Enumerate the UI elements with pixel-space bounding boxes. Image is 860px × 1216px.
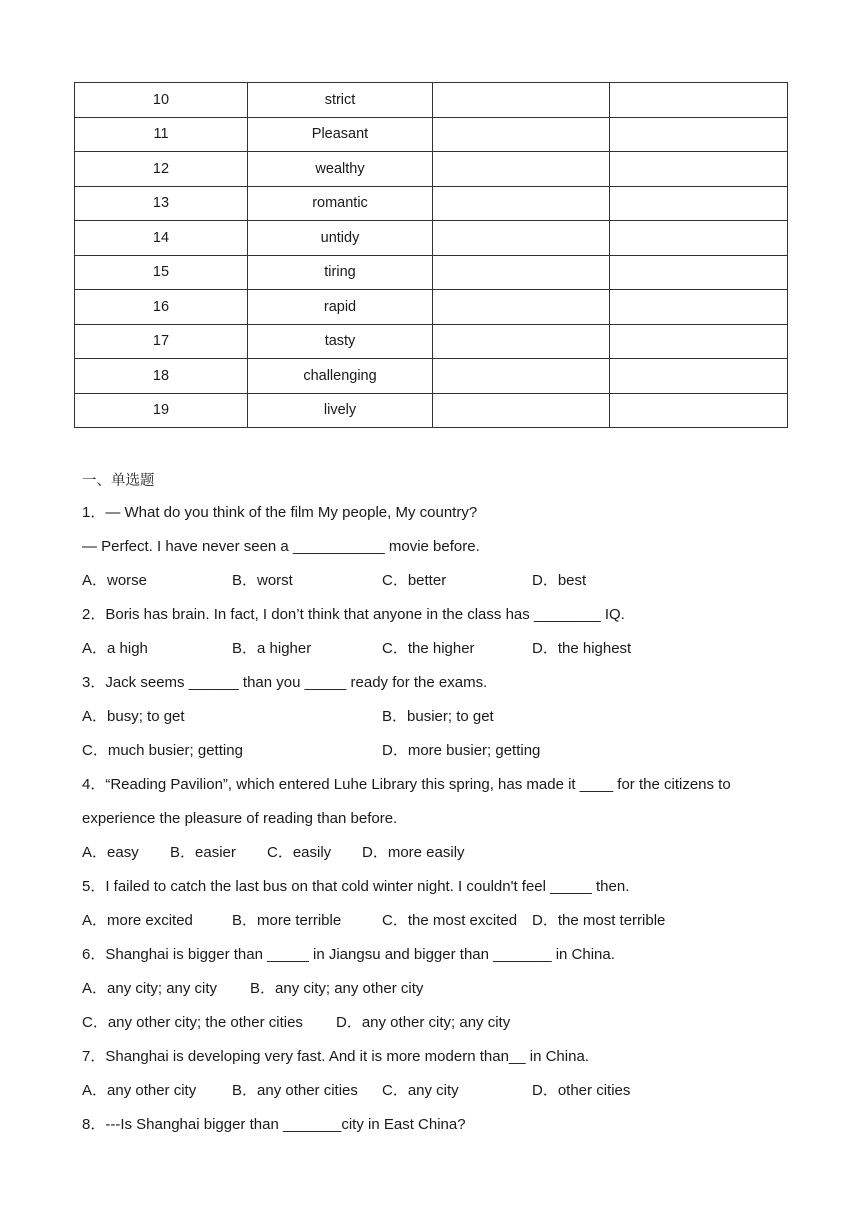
question-text: 5．I failed to catch the last bus on that cold winter night. I couldn't feel _____ then. — [82, 878, 630, 895]
question-block — [82, 771, 802, 873]
question-block — [82, 669, 802, 771]
answer-option[interactable]: C．any city — [382, 1082, 459, 1099]
table-row — [75, 393, 788, 428]
options-row — [82, 703, 802, 737]
blank-cell — [610, 393, 788, 428]
question-list — [82, 499, 802, 1145]
row-number-cell: 18 — [75, 359, 248, 394]
blank-cell — [610, 117, 788, 152]
table-row — [75, 186, 788, 221]
table-row — [75, 290, 788, 325]
answer-option[interactable]: B．easier — [170, 844, 236, 861]
answer-option[interactable]: D．any other city; any city — [336, 1014, 511, 1031]
blank-cell — [433, 290, 610, 325]
row-number-cell: 15 — [75, 255, 248, 290]
word-cell: tasty — [248, 324, 433, 359]
question-block — [82, 1111, 802, 1145]
answer-option[interactable]: C．the higher — [382, 640, 475, 657]
blank-cell — [433, 324, 610, 359]
blank-cell — [610, 186, 788, 221]
table-row — [75, 83, 788, 118]
word-cell: romantic — [248, 186, 433, 221]
question-block — [82, 873, 802, 941]
row-number-cell: 13 — [75, 186, 248, 221]
row-number-cell: 14 — [75, 221, 248, 256]
answer-option[interactable]: A．any other city — [82, 1082, 197, 1099]
blank-cell — [433, 83, 610, 118]
blank-cell — [610, 324, 788, 359]
question-block — [82, 499, 802, 601]
options-row — [82, 635, 802, 669]
answer-option[interactable]: D．the highest — [532, 640, 632, 657]
vocabulary-table — [74, 82, 788, 428]
answer-option[interactable]: A．more excited — [82, 912, 193, 929]
blank-cell — [433, 152, 610, 187]
row-number-cell: 19 — [75, 393, 248, 428]
row-number-cell: 11 — [75, 117, 248, 152]
table-row — [75, 359, 788, 394]
table-row — [75, 221, 788, 256]
answer-option[interactable]: C．the most excited — [382, 912, 518, 929]
table-row — [75, 117, 788, 152]
blank-cell — [610, 152, 788, 187]
options-row — [82, 567, 802, 601]
question-text: 4．“Reading Pavilion”, which entered Luhe Library this spring, has made it ____ for the citizens to — [82, 776, 731, 793]
blank-cell — [610, 290, 788, 325]
question-text: 3．Jack seems ______ than you _____ ready for the exams. — [82, 674, 488, 691]
options-row — [82, 1009, 802, 1043]
options-row — [82, 907, 802, 941]
answer-option[interactable]: C．better — [382, 572, 447, 589]
row-number-cell: 12 — [75, 152, 248, 187]
answer-option[interactable]: B．any other cities — [232, 1082, 358, 1099]
options-row — [82, 737, 802, 771]
answer-option[interactable]: A．worse — [82, 572, 148, 589]
word-cell: strict — [248, 83, 433, 118]
row-number-cell: 17 — [75, 324, 248, 359]
question-text: — Perfect. I have never seen a ___________ movie before. — [82, 538, 480, 555]
question-block — [82, 601, 802, 669]
blank-cell — [433, 255, 610, 290]
blank-cell — [433, 221, 610, 256]
answer-option[interactable]: A．busy; to get — [82, 708, 185, 725]
answer-option[interactable]: B．a higher — [232, 640, 312, 657]
question-text: 2．Boris has brain. In fact, I don’t think that anyone in the class has ________ IQ. — [82, 606, 625, 623]
word-cell: wealthy — [248, 152, 433, 187]
vocabulary-table-body — [75, 83, 788, 428]
row-number-cell: 10 — [75, 83, 248, 118]
word-cell: untidy — [248, 221, 433, 256]
answer-option[interactable]: C．much busier; getting — [82, 742, 243, 759]
question-text: 6．Shanghai is bigger than _____ in Jiangsu and bigger than _______ in China. — [82, 946, 615, 963]
question-text: 8．---Is Shanghai bigger than _______city in East China? — [82, 1116, 466, 1133]
options-row — [82, 1077, 802, 1111]
answer-option[interactable]: B．more terrible — [232, 912, 342, 929]
answer-option[interactable]: D．other cities — [532, 1082, 631, 1099]
answer-option[interactable]: B．any city; any other city — [250, 980, 424, 997]
word-cell: rapid — [248, 290, 433, 325]
word-cell: Pleasant — [248, 117, 433, 152]
answer-option[interactable]: B．worst — [232, 572, 293, 589]
options-row — [82, 975, 802, 1009]
options-row — [82, 839, 802, 873]
table-row — [75, 152, 788, 187]
answer-option[interactable]: A．easy — [82, 844, 139, 861]
blank-cell — [610, 255, 788, 290]
question-text: experience the pleasure of reading than before. — [82, 810, 398, 827]
table-row — [75, 324, 788, 359]
answer-option[interactable]: A．a high — [82, 640, 148, 657]
answer-option[interactable]: D．more busier; getting — [382, 742, 541, 759]
question-text: 7．Shanghai is developing very fast. And it is more modern than__ in China. — [82, 1048, 589, 1065]
question-block — [82, 1043, 802, 1111]
blank-cell — [433, 117, 610, 152]
question-block — [82, 941, 802, 1043]
answer-option[interactable]: A．any city; any city — [82, 980, 218, 997]
answer-option[interactable]: B．busier; to get — [382, 708, 494, 725]
word-cell: tiring — [248, 255, 433, 290]
question-text: 1．— What do you think of the film My people, My country? — [82, 504, 478, 521]
answer-option[interactable]: C．any other city; the other cities — [82, 1014, 303, 1031]
table-row — [75, 255, 788, 290]
row-number-cell: 16 — [75, 290, 248, 325]
blank-cell — [433, 393, 610, 428]
section-title: 一、单选题 — [82, 473, 155, 489]
word-cell: challenging — [248, 359, 433, 394]
blank-cell — [610, 83, 788, 118]
blank-cell — [610, 221, 788, 256]
answer-option[interactable]: C．easily — [267, 844, 332, 861]
answer-option[interactable]: D．best — [532, 572, 587, 589]
blank-cell — [433, 359, 610, 394]
blank-cell — [433, 186, 610, 221]
answer-option[interactable]: D．more easily — [362, 844, 465, 861]
blank-cell — [610, 359, 788, 394]
word-cell: lively — [248, 393, 433, 428]
answer-option[interactable]: D．the most terrible — [532, 912, 666, 929]
